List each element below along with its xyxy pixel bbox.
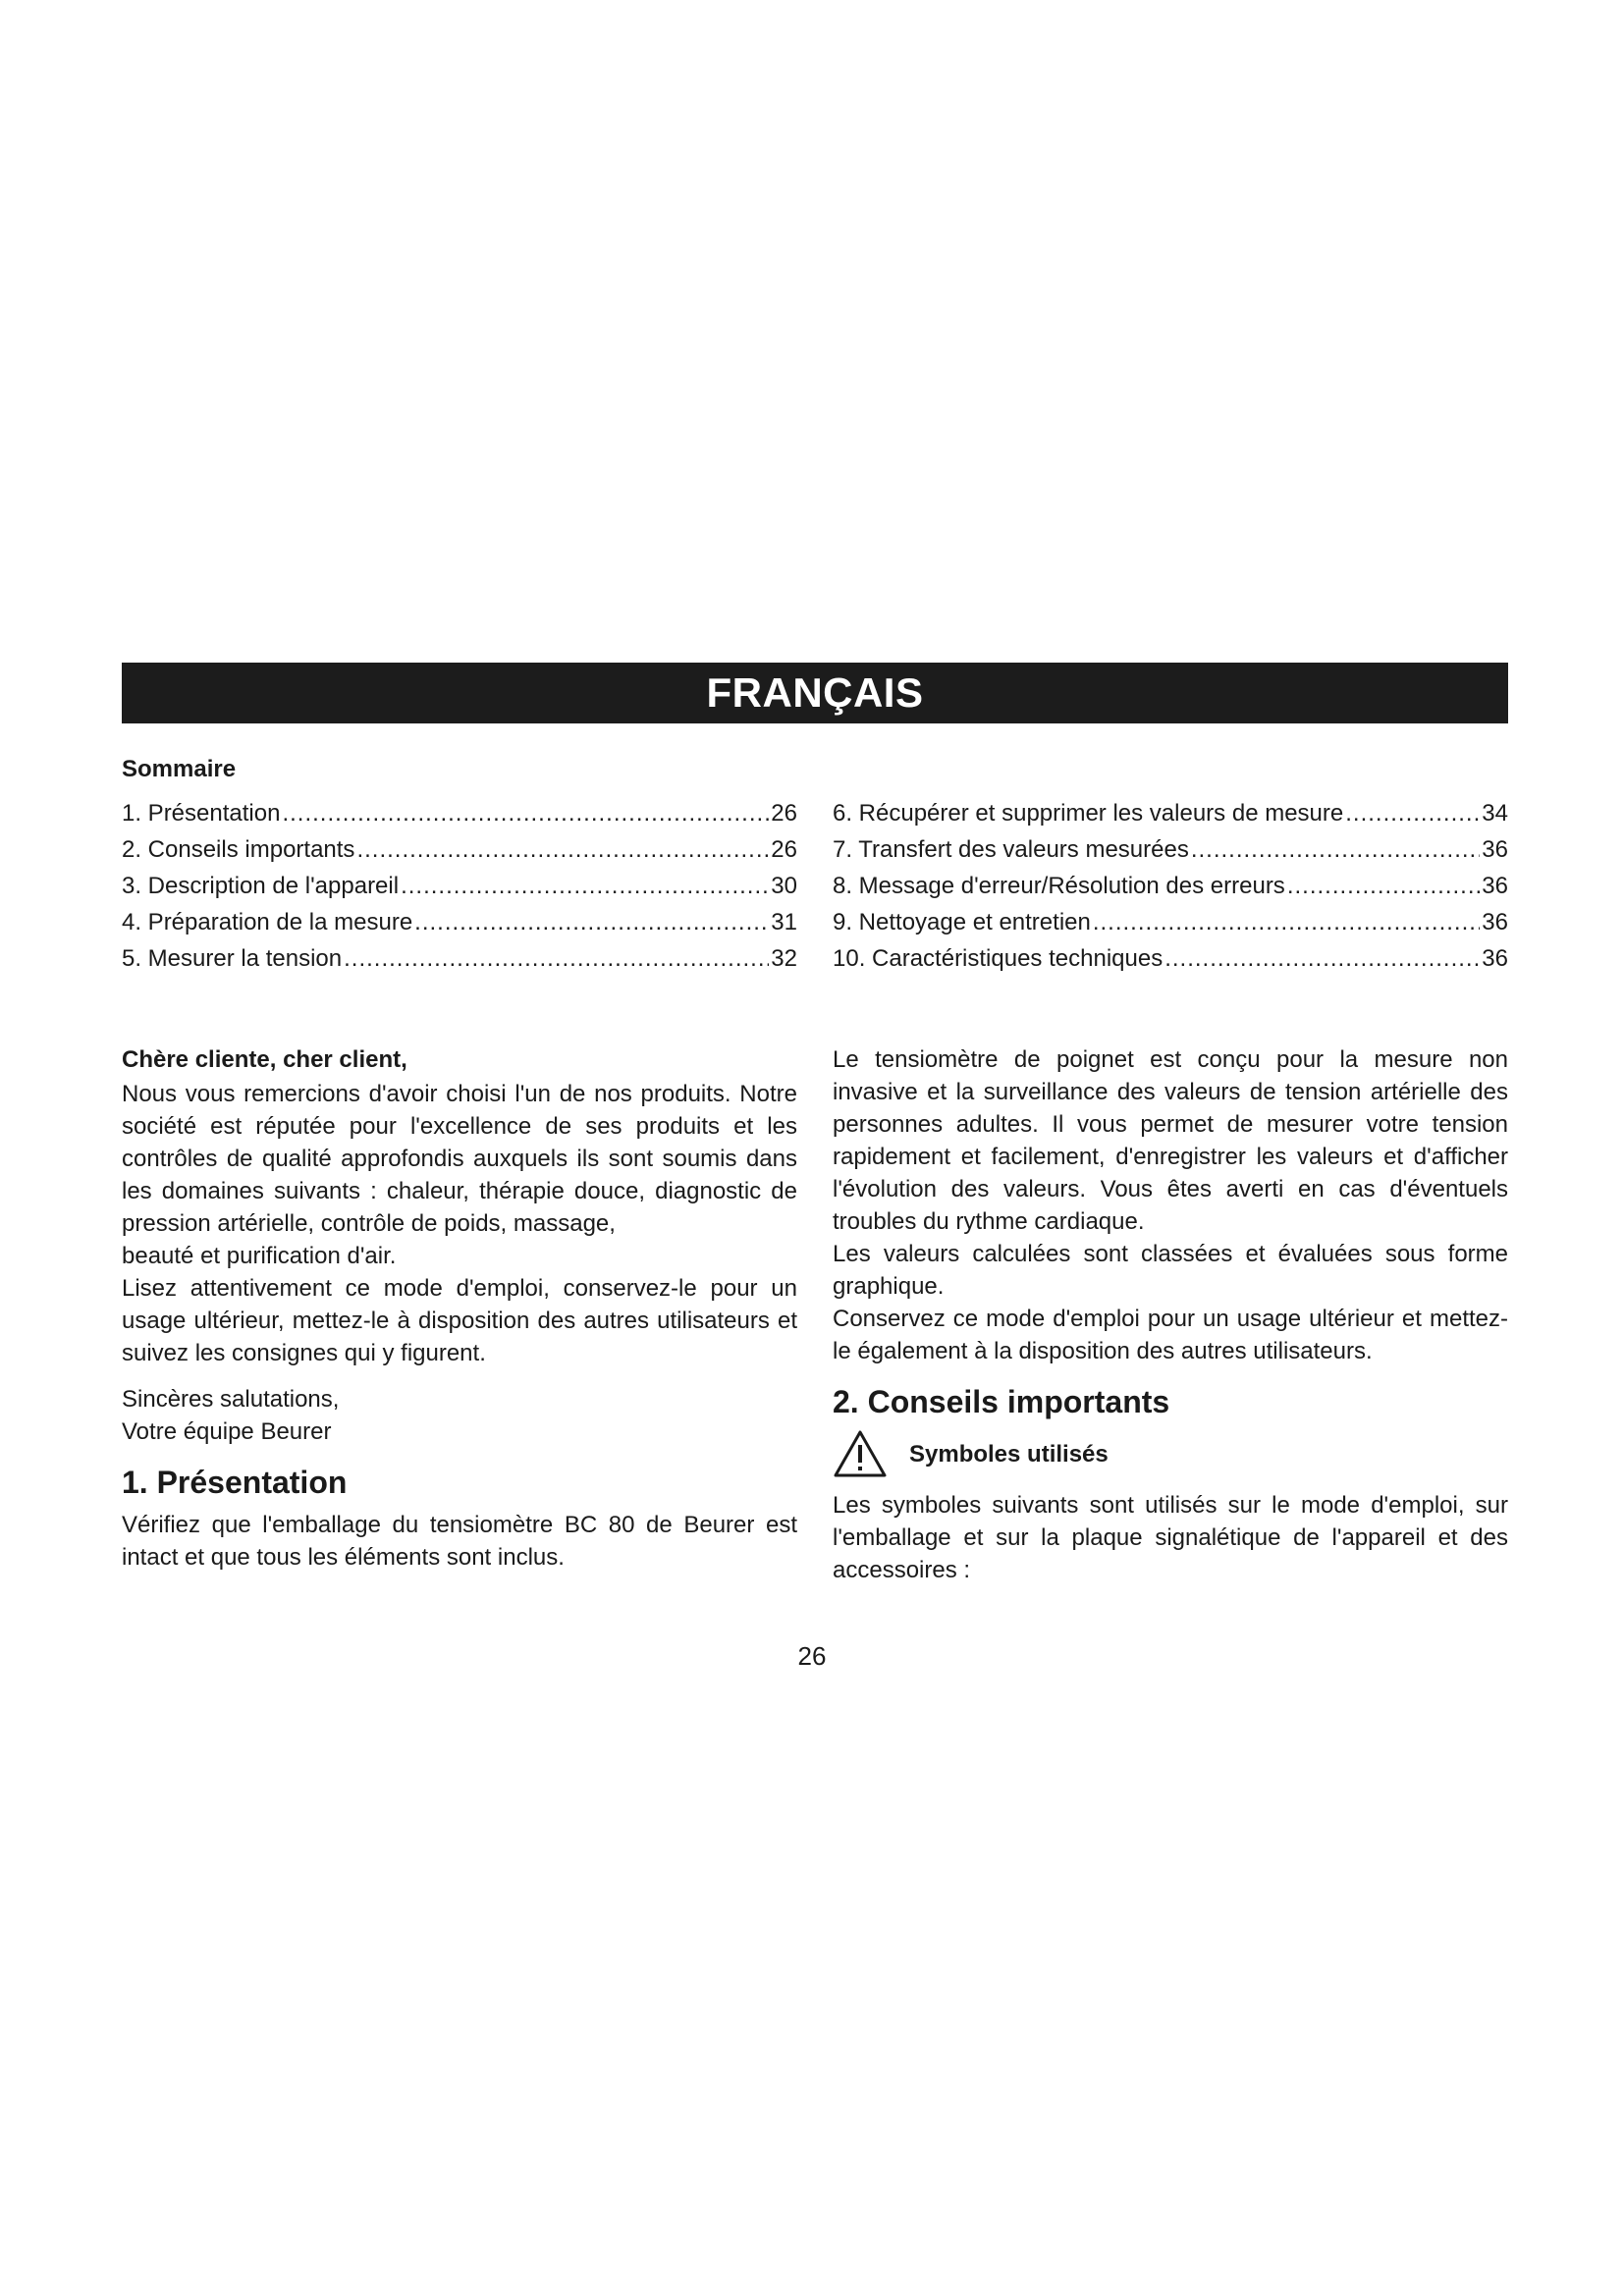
toc-entry-label: 3. Description de l'appareil xyxy=(122,873,400,899)
toc-leader-dots xyxy=(401,873,769,900)
right-text-column xyxy=(833,1043,1508,1586)
toc-entry-page: 36 xyxy=(1482,909,1508,935)
toc-leader-dots xyxy=(356,836,769,864)
toc-entry-page: 36 xyxy=(1482,836,1508,863)
toc-entry-label: 5. Mesurer la tension xyxy=(122,945,343,972)
toc-heading: Sommaire xyxy=(122,756,237,782)
toc-leader-dots xyxy=(414,909,769,936)
keep-manual-paragraph: Conservez ce mode d'emploi pour un usage ultérieur et mettez-le également à la disposition des autres utilisateurs. xyxy=(833,1306,1508,1364)
toc-entry-page: 34 xyxy=(1482,800,1508,827)
toc-entry[interactable] xyxy=(122,836,797,873)
toc-leader-dots xyxy=(282,800,769,828)
toc-entry-label: 7. Transfert des valeurs mesurées xyxy=(833,836,1189,863)
toc-entry[interactable] xyxy=(122,945,797,982)
toc-entry[interactable] xyxy=(122,873,797,909)
toc-left-column xyxy=(122,800,797,982)
toc-entry-page: 31 xyxy=(771,909,797,935)
toc-entry[interactable] xyxy=(833,909,1508,945)
greeting-heading: Chère cliente, cher client, xyxy=(122,1046,407,1073)
toc-leader-dots xyxy=(1191,836,1480,864)
section-2-title: 2. Conseils importants xyxy=(833,1384,1170,1419)
toc-entry-label: 4. Préparation de la mesure xyxy=(122,909,413,935)
toc-leader-dots xyxy=(1164,945,1480,973)
toc-entry[interactable] xyxy=(833,873,1508,909)
symbols-subheading xyxy=(833,1428,1508,1479)
toc-entry-label: 6. Récupérer et supprimer les valeurs de mesure xyxy=(833,800,1344,827)
toc-entry[interactable] xyxy=(122,800,797,836)
toc-entry-label: 10. Caractéristiques techniques xyxy=(833,945,1164,972)
toc-entry-page: 30 xyxy=(771,873,797,899)
toc-entry[interactable] xyxy=(833,945,1508,982)
toc-leader-dots xyxy=(1287,873,1480,900)
instructions-paragraph: Lisez attentivement ce mode d'emploi, conservez-le pour un usage ultérieur, mettez-le à disposition des autres utilisateurs et suivez les consignes qui y figurent. xyxy=(122,1275,797,1366)
section-1-title: 1. Présentation xyxy=(122,1465,348,1500)
device-description-paragraph: Le tensiomètre de poignet est conçu pour la mesure non invasive et la surveillance des valeurs de tension artérielle des personnes adultes. Il vous permet de mesurer votre tension rapidement et facilement, d'enregistrer les valeurs et d'afficher l'évolution des valeurs. Vous êtes averti en cas d'éventuels troubles du rythme cardiaque. xyxy=(833,1046,1508,1235)
symbols-label: Symboles utilisés xyxy=(909,1440,1109,1468)
toc-leader-dots xyxy=(344,945,769,973)
toc-entry-page: 32 xyxy=(771,945,797,972)
toc-entry-label: 8. Message d'erreur/Résolution des erreurs xyxy=(833,873,1285,899)
toc-entry-label: 1. Présentation xyxy=(122,800,281,827)
section-1-text: Vérifiez que l'emballage du tensiomètre BC 80 de Beurer est intact et que tous les éléments sont inclus. xyxy=(122,1512,797,1571)
toc-leader-dots xyxy=(1093,909,1480,936)
toc-entry[interactable] xyxy=(833,800,1508,836)
toc-entry-page: 26 xyxy=(771,836,797,863)
intro-paragraph-continued: beauté et purification d'air. xyxy=(122,1243,397,1269)
toc-right-column xyxy=(833,800,1508,982)
toc-leader-dots xyxy=(1345,800,1480,828)
language-banner: FRANÇAIS xyxy=(122,663,1508,723)
signature-line: Votre équipe Beurer xyxy=(122,1418,332,1445)
toc-entry-page: 36 xyxy=(1482,945,1508,972)
warning-triangle-icon xyxy=(833,1429,888,1478)
toc-entry-page: 26 xyxy=(771,800,797,827)
page-number: 26 xyxy=(797,1641,827,1671)
toc-entry-label: 2. Conseils importants xyxy=(122,836,355,863)
toc-entry-page: 36 xyxy=(1482,873,1508,899)
intro-paragraph: Nous vous remercions d'avoir choisi l'un de nos produits. Notre société est réputée pour l'excellence de ses produits et les contrôles de qualité approfondis auxquels ils sont soumis dans les domaines suivants : chaleur, thérapie douce, diagnostic de pression artérielle, contrôle de poids, massage, xyxy=(122,1081,797,1237)
symbols-text: Les symboles suivants sont utilisés sur le mode d'emploi, sur l'emballage et sur la plaque signalétique de l'appareil et des accessoires : xyxy=(833,1492,1508,1583)
salutation-line: Sincères salutations, xyxy=(122,1386,340,1413)
toc-entry[interactable] xyxy=(833,836,1508,873)
toc-entry-label: 9. Nettoyage et entretien xyxy=(833,909,1091,935)
toc-entry[interactable] xyxy=(122,909,797,945)
left-text-column xyxy=(122,1043,797,1574)
graphic-evaluation-paragraph: Les valeurs calculées sont classées et évaluées sous forme graphique. xyxy=(833,1241,1508,1300)
